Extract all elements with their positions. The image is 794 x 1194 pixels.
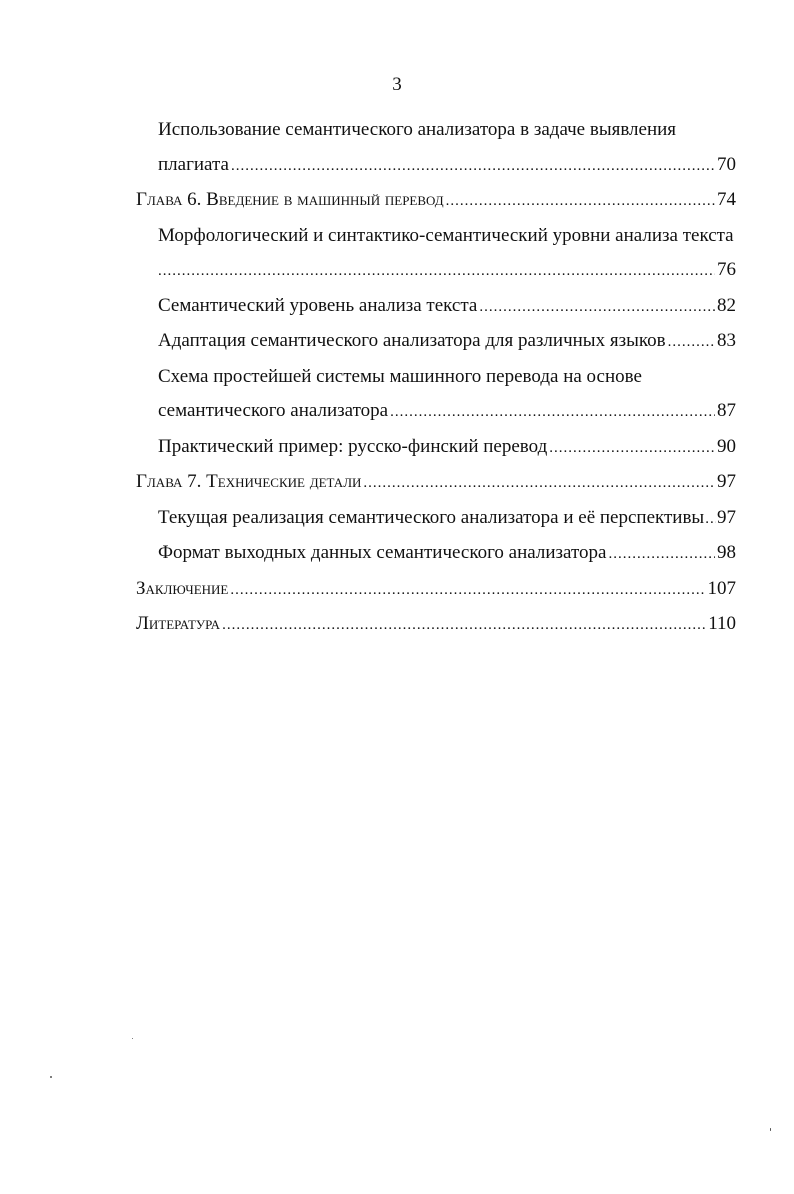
toc-chapter-title: Глава 7. Технические детали [136,471,362,492]
toc-page-number: 83 [717,330,736,351]
dot-leader [668,325,715,360]
dot-leader [363,466,715,501]
toc-page-number: 82 [717,294,736,316]
table-of-contents [136,113,736,643]
toc-entry-conclusion [136,572,736,608]
toc-chapter-title: Литература [136,613,221,634]
dot-leader [230,573,705,608]
toc-entry-implementation [136,501,736,537]
toc-page-number: 97 [717,471,736,492]
toc-entry-title: Морфологический и синтактико-семантический уровни анализа текста [158,224,734,246]
toc-entry-example [136,430,736,466]
toc-entry-title: Практический пример: русско-финский перевод [158,435,548,457]
scan-speck [50,1076,52,1078]
toc-entry-title: Схема простейшей системы машинного перевода на основе [158,365,642,387]
toc-entry-chapter-6 [136,183,736,219]
dot-leader [608,537,715,572]
dot-leader [479,290,715,325]
toc-entry-title: Адаптация семантического анализатора для различных языков [158,330,666,351]
toc-entry-plagiarism-line2 [136,148,736,184]
dot-leader [390,395,715,430]
toc-entry-morph-line1 [136,219,736,254]
toc-page-number: 70 [717,153,736,175]
dot-leader [222,608,706,643]
dot-leader [446,184,715,219]
toc-entry-output-format [136,536,736,572]
scan-speck [132,1038,133,1039]
toc-entry-semantic-level [136,289,736,325]
toc-entry-title: плагиата [158,153,229,175]
toc-entry-chapter-7 [136,465,736,501]
toc-entry-adaptation [136,324,736,360]
dot-leader [549,431,715,466]
toc-entry-title: Формат выходных данных семантического анализатора [158,542,607,563]
toc-page-number: 107 [707,577,736,599]
toc-entry-scheme-line1 [136,360,736,395]
page-number: 3 [392,74,402,95]
dot-leader [705,502,716,537]
toc-entry-title: Использование семантического анализатора в задаче выявления [158,119,677,140]
toc-entry-plagiarism-line1 [136,113,736,148]
toc-entry-scheme-line2 [136,394,736,430]
toc-chapter-title: Глава 6. Введение в машинный перевод [136,189,444,210]
toc-entry-title: Текущая реализация семантического анализатора и её перспективы [158,506,705,528]
toc-entry-literature [136,607,736,643]
toc-entry-title: семантического анализатора [158,400,389,421]
toc-chapter-title: Заключение [136,577,229,599]
toc-page-number: 97 [717,506,736,528]
toc-page-number: 98 [717,542,736,563]
toc-page-number: 76 [717,259,736,280]
scan-speck [770,1128,771,1131]
toc-entry-title: Семантический уровень анализа текста [158,294,478,316]
toc-page-number: 110 [708,613,736,634]
dot-leader [158,254,715,289]
toc-page-number: 87 [717,400,736,421]
toc-entry-morph-line2 [136,253,736,289]
toc-page-number: 90 [717,435,736,457]
toc-page-number: 74 [717,189,736,210]
dot-leader [231,149,715,184]
